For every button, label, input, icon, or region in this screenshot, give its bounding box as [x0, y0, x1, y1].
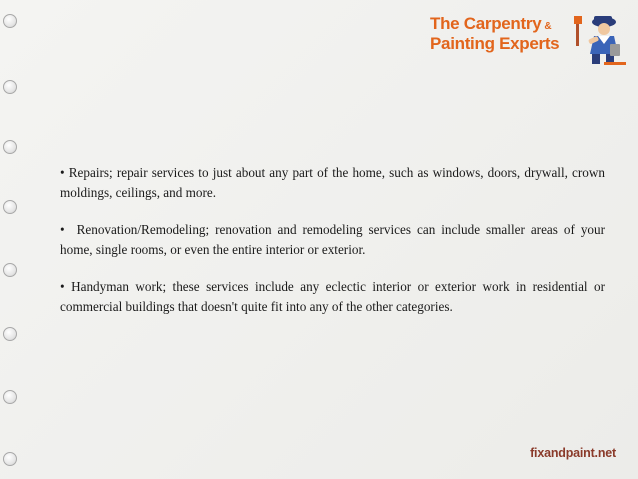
footer-site-link[interactable]: fixandpaint.net: [530, 446, 616, 460]
binder-rings: [0, 0, 28, 479]
binder-ring-icon: [3, 200, 17, 214]
logo-line-2: Painting Experts: [430, 34, 560, 53]
service-paragraph-renovation: [60, 220, 605, 260]
bullet: •: [60, 279, 65, 294]
services-list: [60, 163, 605, 334]
logo-title: The Carpentry: [430, 14, 542, 33]
binder-ring-icon: [3, 80, 17, 94]
binder-ring-icon: [3, 327, 17, 341]
company-logo: [430, 10, 630, 70]
paragraph-text: Renovation/Remodeling; renovation and remodeling services can include smaller areas of your home, single rooms, or even the entire interior or exterior.: [60, 222, 606, 257]
logo-line-1: [430, 14, 551, 34]
binder-ring-icon: [3, 390, 17, 404]
painter-mascot-icon: [574, 10, 630, 68]
bullet: •: [60, 165, 65, 180]
logo-ampersand: &: [544, 21, 552, 32]
service-paragraph-repairs: [60, 163, 605, 203]
service-paragraph-handyman: [60, 277, 605, 317]
binder-ring-icon: [3, 14, 17, 28]
paragraph-text: Repairs; repair services to just about any part of the home, such as windows, doors, drywall, crown moldings, ceilings, and more.: [60, 165, 606, 200]
binder-ring-icon: [3, 263, 17, 277]
binder-ring-icon: [3, 140, 17, 154]
paragraph-text: Handyman work; these services include any eclectic interior or exterior work in residential or commercial buildings that doesn't quite fit into any of the other categories.: [60, 279, 606, 314]
binder-ring-icon: [3, 452, 17, 466]
bullet: •: [60, 222, 65, 237]
